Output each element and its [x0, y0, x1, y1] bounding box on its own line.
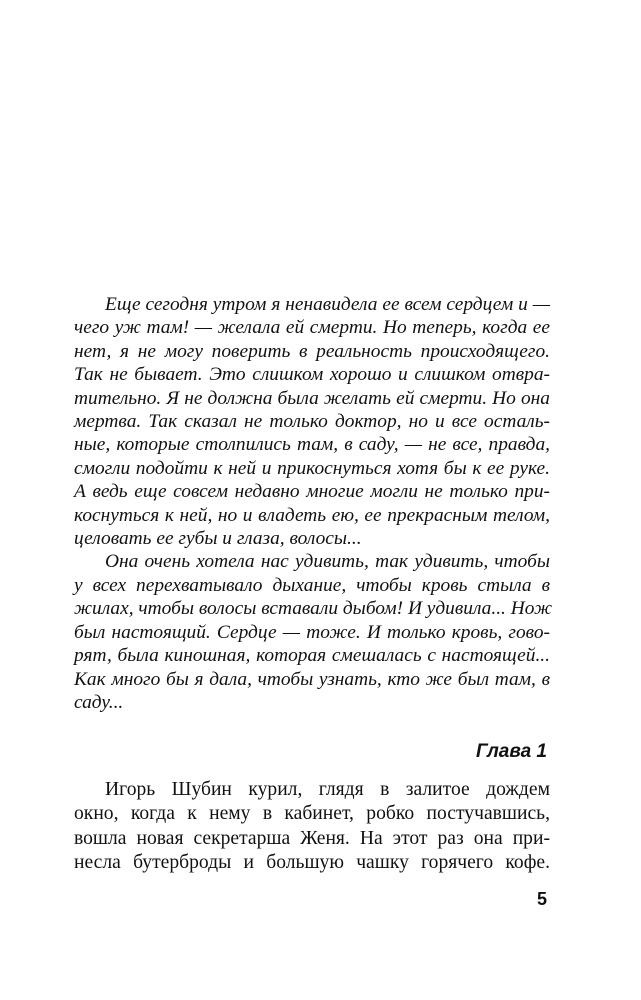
page-number: 5	[536, 889, 547, 909]
chapter-heading: Глава 1	[476, 741, 547, 762]
text-line: целовать ее губы и глаза, волосы...	[74, 528, 362, 550]
text-line: мертва. Так сказал не только доктор, но и все осталь-	[74, 411, 550, 433]
prologue-italic-text	[74, 293, 550, 714]
text-line: жилах, чтобы волосы вставали дыбом! И удивила... Нож	[74, 598, 552, 620]
text-line: коснуться к ней, но и владеть ею, ее прекрасным телом,	[74, 504, 550, 526]
text-line: окно, когда к нему в кабинет, робко постучавшись,	[74, 803, 550, 825]
text-line: Как много бы я дала, чтобы узнать, кто же был там, в	[74, 668, 550, 690]
text-line: Игорь Шубин курил, глядя в залитое дождем	[105, 779, 550, 800]
text-line: саду...	[74, 691, 124, 713]
text-line: у всех перехватывало дыхание, чтобы кровь стыла в	[74, 574, 550, 596]
chapter-body-text	[74, 778, 550, 875]
text-line: вошла новая секретарша Женя. На этот раз она при-	[74, 827, 550, 849]
text-line: тительно. Я не должна была желать ей смерти. Но она	[74, 387, 550, 409]
text-line: ные, которые столпились там, в саду, — не все, правда,	[74, 434, 550, 456]
text-line: был настоящий. Сердце — тоже. И только кровь, гово-	[74, 621, 550, 643]
text-line: А ведь еще совсем недавно многие могли не только при-	[74, 481, 550, 503]
text-line: смогли подойти к ней и прикоснуться хотя бы к ее руке.	[74, 457, 550, 479]
text-line: нет, я не могу поверить в реальность происходящего.	[74, 340, 550, 362]
text-line: Так не бывает. Это слишком хорошо и слишком отвра-	[74, 364, 550, 386]
text-line: Еще сегодня утром я ненавидела ее всем сердцем и —	[105, 294, 550, 315]
text-line: чего уж там! — желала ей смерти. Но теперь, когда ее	[74, 317, 550, 339]
text-line: Она очень хотела нас удивить, так удивить, чтобы	[105, 551, 550, 573]
text-line: рят, была киношная, которая смешалась с настоящей...	[74, 645, 550, 667]
text-line: несла бутерброды и большую чашку горячего кофе.	[74, 851, 550, 873]
